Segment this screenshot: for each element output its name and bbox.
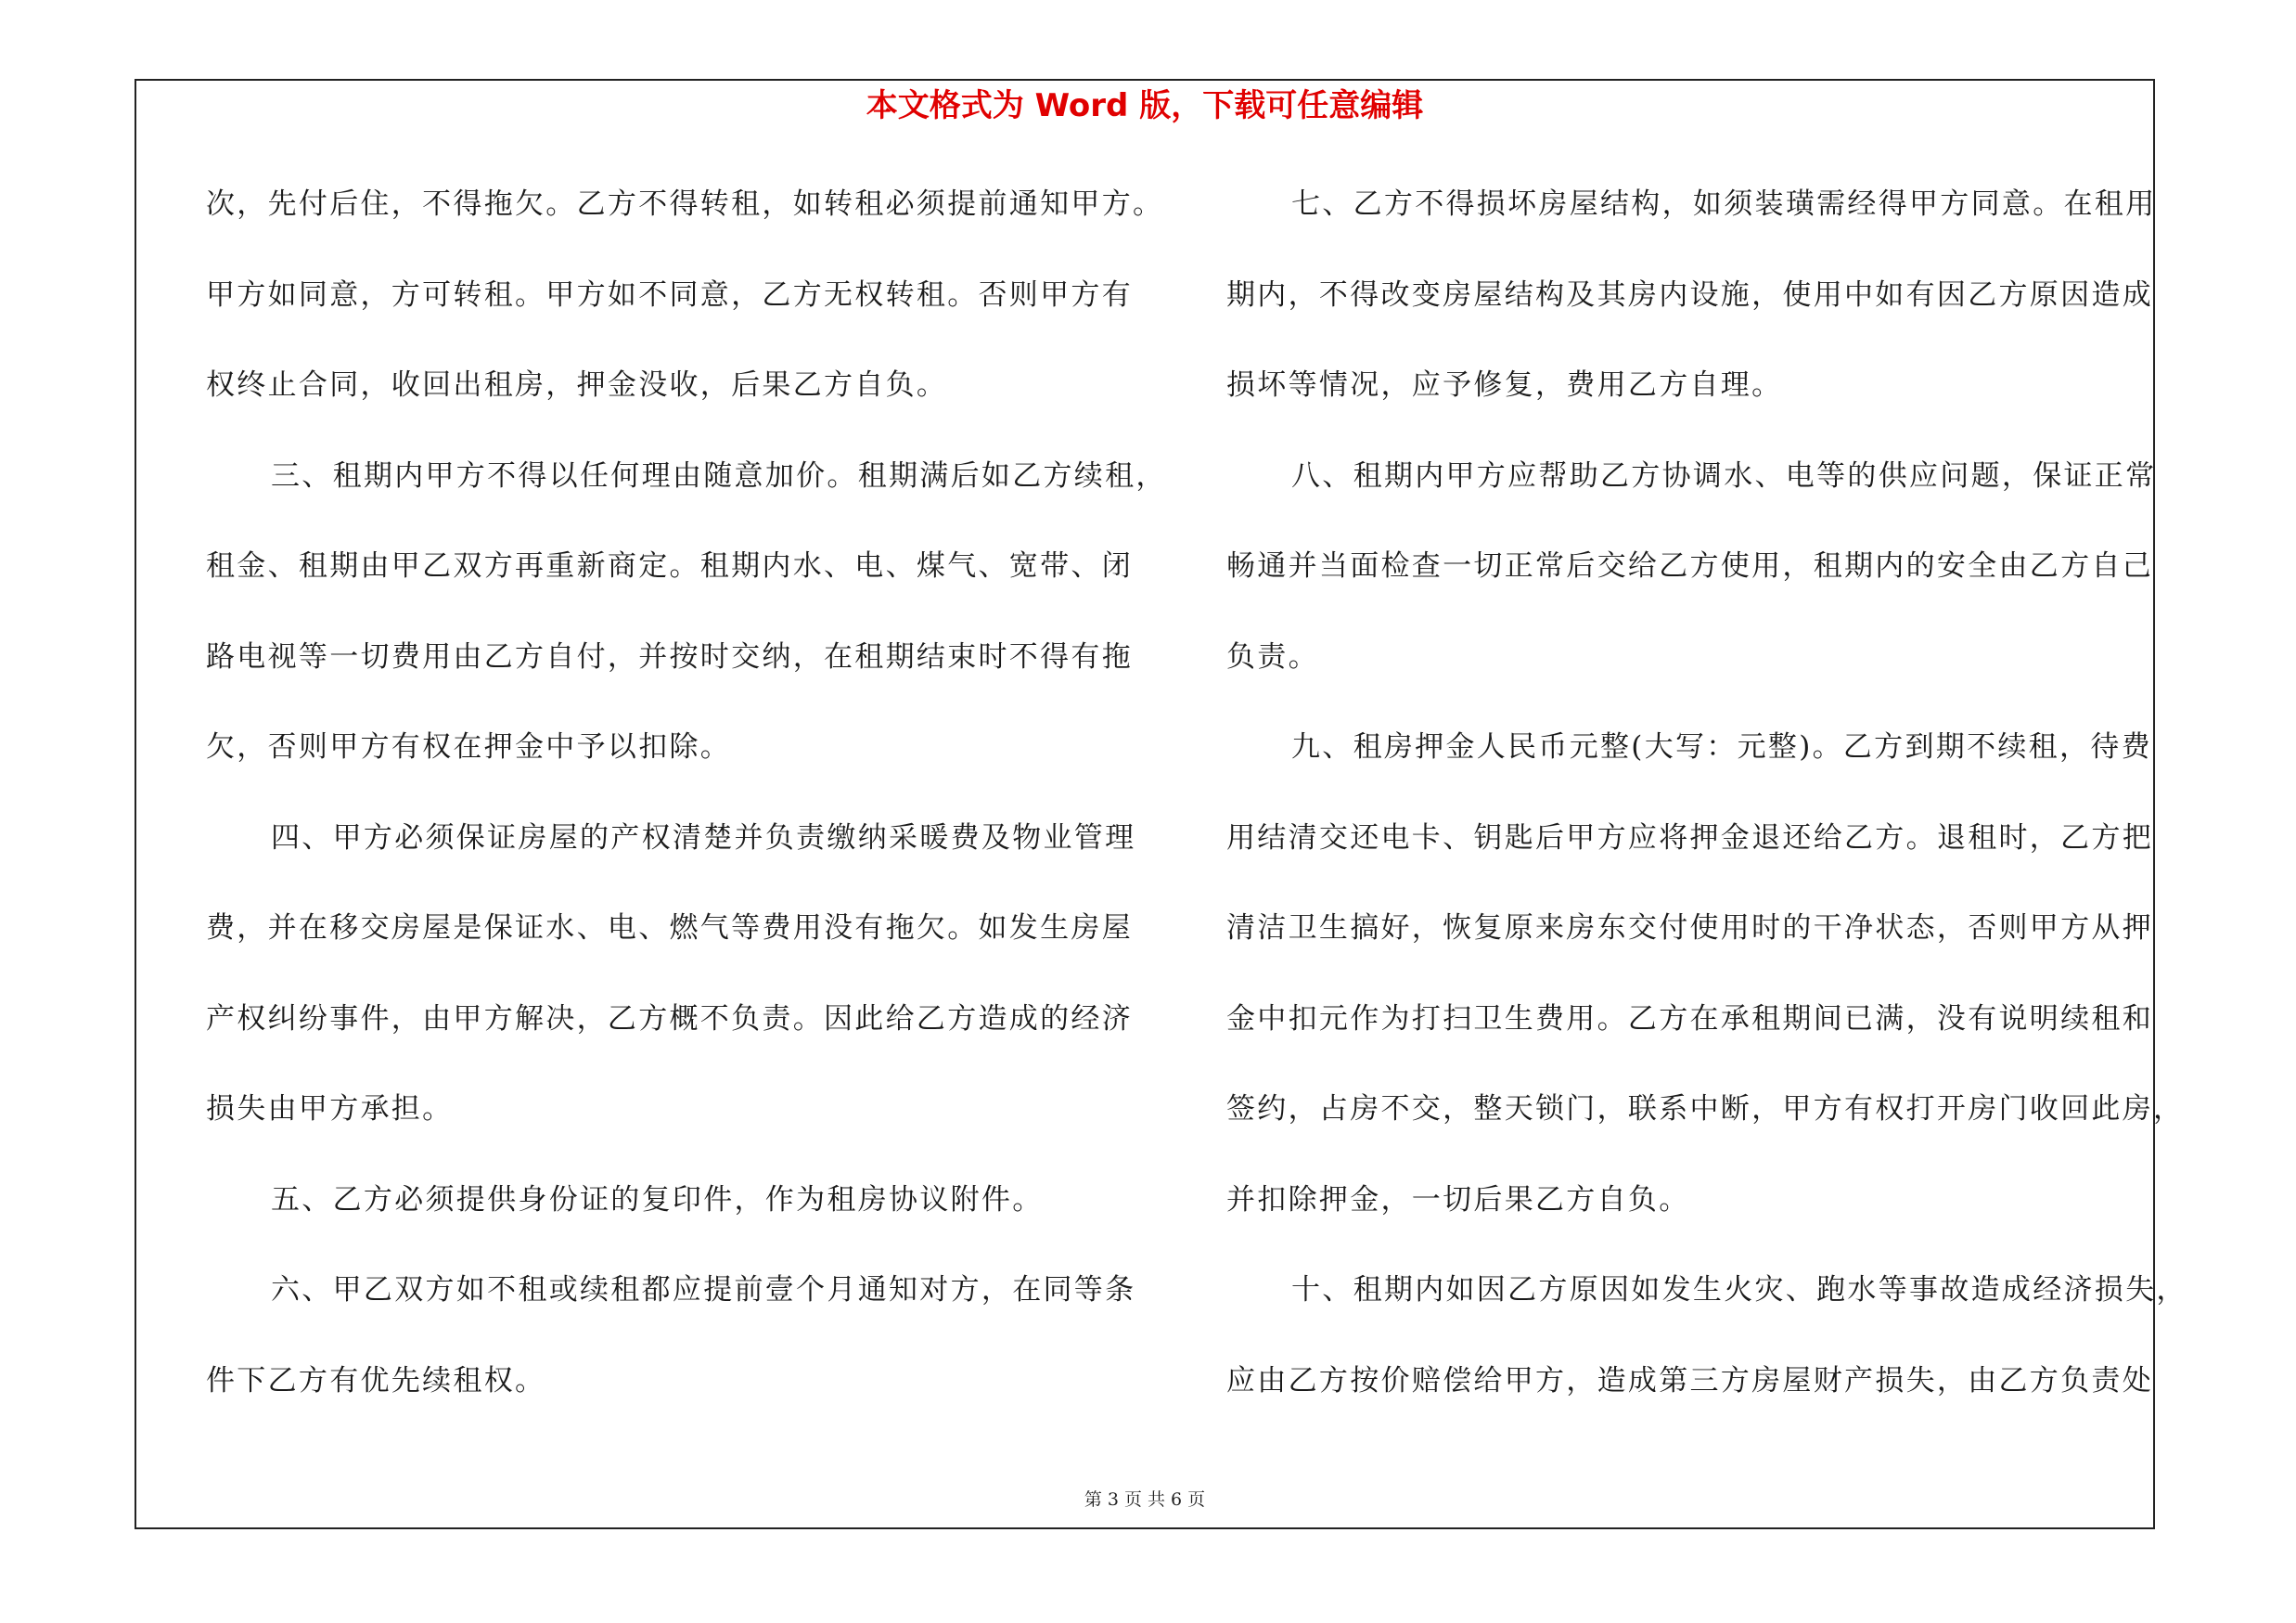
text-line: 畅通并当面检查一切正常后交给乙方使用，租期内的安全由乙方自己 [1226, 549, 2153, 583]
text-line: 负责。 [1226, 639, 1319, 674]
text-line: 权终止合同，收回出租房，押金没收，后果乙方自负。 [206, 368, 948, 402]
text-line: 费，并在移交房屋是保证水、电、燃气等费用没有拖欠。如发生房屋 [206, 911, 1133, 945]
text-line: 产权纠纷事件，由甲方解决，乙方概不负责。因此给乙方造成的经济 [206, 1001, 1133, 1036]
text-line: 损失由甲方承担。 [206, 1092, 454, 1126]
text-line: 十、租期内如因乙方原因如发生火灾、跑水等事故造成经济损失， [1291, 1273, 2187, 1307]
text-line: 路电视等一切费用由乙方自付，并按时交纳，在租期结束时不得有拖 [206, 639, 1133, 674]
text-line: 用结清交还电卡、钥匙后甲方应将押金退还给乙方。退租时，乙方把 [1226, 820, 2153, 855]
text-line: 三、租期内甲方不得以任何理由随意加价。租期满后如乙方续租， [271, 458, 1167, 493]
right-column [1226, 185, 2187, 1451]
text-line: 金中扣元作为打扫卫生费用。乙方在承租期间已满，没有说明续租和 [1226, 1001, 2153, 1036]
text-line: 签约，占房不交，整天锁门，联系中断，甲方有权打开房门收回此房， [1226, 1092, 2185, 1126]
text-line: 四、甲方必须保证房屋的产权清楚并负责缴纳采暖费及物业管理 [271, 820, 1136, 855]
text-line: 九、租房押金人民币元整(大写：元整)。乙方到期不续租，待费 [1291, 730, 2152, 764]
text-line: 件下乙方有优先续租权。 [206, 1363, 546, 1398]
text-line: 八、租期内甲方应帮助乙方协调水、电等的供应问题，保证正常 [1291, 458, 2157, 493]
text-line: 清洁卫生搞好，恢复原来房东交付使用时的干净状态，否则甲方从押 [1226, 911, 2153, 945]
text-line: 期内，不得改变房屋结构及其房内设施，使用中如有因乙方原因造成 [1226, 277, 2153, 312]
text-line: 甲方如同意，方可转租。甲方如不同意，乙方无权转租。否则甲方有 [206, 277, 1133, 312]
format-banner: 本文格式为 Word 版，下载可任意编辑 [866, 87, 1424, 124]
text-line: 损坏等情况，应予修复，费用乙方自理。 [1226, 368, 1783, 402]
text-line: 七、乙方不得损坏房屋结构，如须装璜需经得甲方同意。在租用 [1291, 187, 2157, 221]
left-column [206, 185, 1167, 1451]
text-line: 租金、租期由甲乙双方再重新商定。租期内水、电、煤气、宽带、闭 [206, 549, 1133, 583]
text-line: 六、甲乙双方如不租或续租都应提前壹个月通知对方，在同等条 [271, 1273, 1136, 1307]
text-line: 并扣除押金，一切后果乙方自负。 [1226, 1182, 1690, 1217]
text-line: 应由乙方按价赔偿给甲方，造成第三方房屋财产损失，由乙方负责处 [1226, 1363, 2153, 1398]
text-line: 次，先付后住，不得拖欠。乙方不得转租，如转租必须提前通知甲方。 [206, 187, 1164, 221]
page-number: 第 3 页 共 6 页 [1084, 1489, 1206, 1510]
page-frame [135, 79, 2187, 1529]
text-line: 欠，否则甲方有权在押金中予以扣除。 [206, 730, 732, 764]
text-line: 五、乙方必须提供身份证的复印件，作为租房协议附件。 [271, 1182, 1044, 1217]
